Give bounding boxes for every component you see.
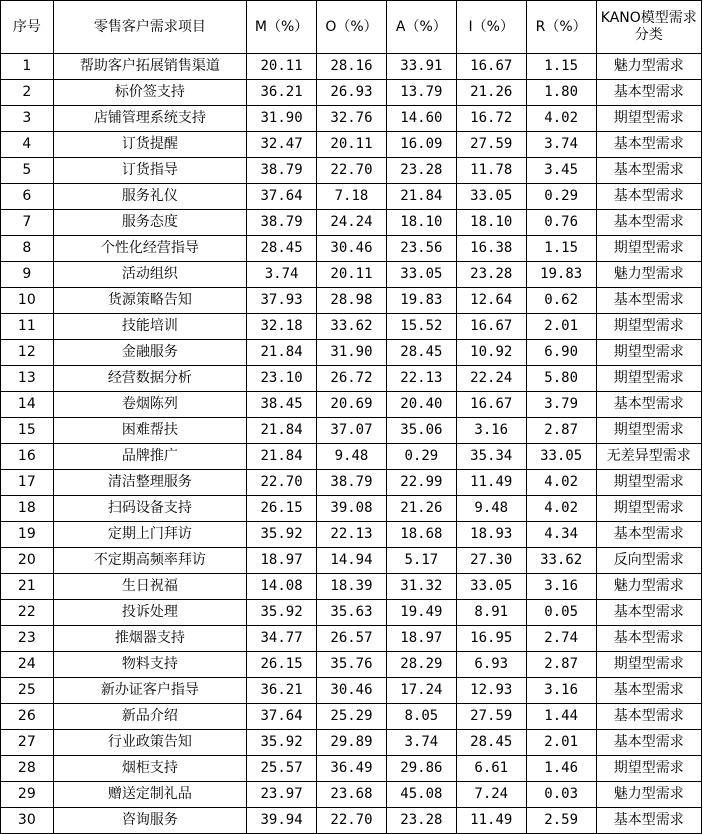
cell-kano: 基本型需求 [596,678,701,704]
header-a: A（%） [386,1,456,54]
cell-r: 4.02 [526,106,596,132]
cell-index: 21 [1,574,54,600]
table-row [1,106,702,132]
cell-item: 标价签支持 [53,80,246,106]
cell-kano: 魅力型需求 [596,54,701,80]
table-row [1,496,702,522]
cell-item: 经营数据分析 [53,366,246,392]
header-kano-line2: 分类 [634,27,663,43]
cell-a: 17.24 [386,678,456,704]
cell-a: 21.26 [386,496,456,522]
cell-index: 11 [1,314,54,340]
cell-item: 品牌推广 [53,444,246,470]
cell-o: 35.63 [317,600,387,626]
cell-m: 26.15 [247,496,317,522]
cell-r: 19.83 [526,262,596,288]
cell-i: 23.28 [456,262,526,288]
header-r: R（%） [526,1,596,54]
cell-kano: 魅力型需求 [596,574,701,600]
cell-a: 28.29 [386,652,456,678]
table-row [1,704,702,730]
table-row [1,54,702,80]
cell-a: 45.08 [386,782,456,808]
cell-o: 30.46 [317,236,387,262]
cell-item: 店铺管理系统支持 [53,106,246,132]
cell-kano: 基本型需求 [596,210,701,236]
cell-kano: 期望型需求 [596,340,701,366]
cell-index: 1 [1,54,54,80]
cell-o: 23.68 [317,782,387,808]
cell-r: 2.87 [526,418,596,444]
cell-kano: 期望型需求 [596,106,701,132]
table-row [1,756,702,782]
header-m: M（%） [247,1,317,54]
cell-item: 帮助客户拓展销售渠道 [53,54,246,80]
cell-a: 14.60 [386,106,456,132]
cell-a: 5.17 [386,548,456,574]
cell-index: 26 [1,704,54,730]
cell-a: 19.49 [386,600,456,626]
cell-m: 35.92 [247,600,317,626]
cell-r: 0.05 [526,600,596,626]
cell-m: 23.10 [247,366,317,392]
cell-kano: 反向型需求 [596,548,701,574]
cell-m: 28.45 [247,236,317,262]
table-row [1,600,702,626]
cell-item: 投诉处理 [53,600,246,626]
table-row [1,210,702,236]
cell-kano: 基本型需求 [596,626,701,652]
cell-index: 14 [1,392,54,418]
table-row [1,184,702,210]
cell-i: 33.05 [456,574,526,600]
cell-kano: 期望型需求 [596,418,701,444]
cell-a: 35.06 [386,418,456,444]
cell-i: 16.67 [456,54,526,80]
cell-item: 困难帮扶 [53,418,246,444]
cell-o: 7.18 [317,184,387,210]
cell-kano: 基本型需求 [596,184,701,210]
cell-item: 赠送定制礼品 [53,782,246,808]
cell-item: 物料支持 [53,652,246,678]
cell-item: 生日祝福 [53,574,246,600]
cell-r: 2.01 [526,730,596,756]
cell-index: 29 [1,782,54,808]
table-row [1,80,702,106]
cell-r: 3.79 [526,392,596,418]
cell-kano: 基本型需求 [596,600,701,626]
cell-m: 39.94 [247,808,317,834]
cell-i: 16.67 [456,392,526,418]
cell-i: 9.48 [456,496,526,522]
cell-item: 个性化经营指导 [53,236,246,262]
cell-kano: 期望型需求 [596,496,701,522]
cell-index: 16 [1,444,54,470]
cell-m: 36.21 [247,678,317,704]
cell-r: 3.16 [526,574,596,600]
cell-r: 33.05 [526,444,596,470]
cell-a: 18.10 [386,210,456,236]
cell-m: 38.79 [247,210,317,236]
cell-kano: 期望型需求 [596,366,701,392]
table-row [1,522,702,548]
cell-index: 30 [1,808,54,834]
cell-item: 咨询服务 [53,808,246,834]
cell-index: 10 [1,288,54,314]
cell-a: 0.29 [386,444,456,470]
header-index: 序号 [1,1,54,54]
cell-index: 19 [1,522,54,548]
cell-kano: 魅力型需求 [596,262,701,288]
cell-item: 新办证客户指导 [53,678,246,704]
cell-o: 18.39 [317,574,387,600]
cell-o: 35.76 [317,652,387,678]
cell-item: 活动组织 [53,262,246,288]
cell-i: 3.16 [456,418,526,444]
cell-o: 37.07 [317,418,387,444]
cell-r: 1.44 [526,704,596,730]
cell-a: 13.79 [386,80,456,106]
cell-i: 27.59 [456,132,526,158]
cell-index: 4 [1,132,54,158]
cell-i: 27.30 [456,548,526,574]
cell-index: 20 [1,548,54,574]
cell-i: 16.95 [456,626,526,652]
cell-o: 26.93 [317,80,387,106]
cell-m: 34.77 [247,626,317,652]
cell-r: 0.29 [526,184,596,210]
cell-i: 11.49 [456,808,526,834]
cell-a: 20.40 [386,392,456,418]
table-row [1,340,702,366]
cell-o: 25.29 [317,704,387,730]
cell-o: 31.90 [317,340,387,366]
cell-o: 33.62 [317,314,387,340]
cell-r: 0.62 [526,288,596,314]
cell-m: 21.84 [247,418,317,444]
table-row [1,444,702,470]
cell-a: 22.13 [386,366,456,392]
cell-r: 4.34 [526,522,596,548]
cell-item: 行业政策告知 [53,730,246,756]
cell-r: 1.15 [526,236,596,262]
cell-kano: 基本型需求 [596,808,701,834]
cell-i: 18.10 [456,210,526,236]
cell-i: 35.34 [456,444,526,470]
table-body [1,54,702,834]
cell-r: 0.76 [526,210,596,236]
cell-m: 38.45 [247,392,317,418]
cell-a: 31.32 [386,574,456,600]
cell-item: 技能培训 [53,314,246,340]
cell-o: 22.70 [317,808,387,834]
table-row [1,782,702,808]
cell-o: 38.79 [317,470,387,496]
cell-item: 服务礼仪 [53,184,246,210]
table-row [1,366,702,392]
cell-item: 服务态度 [53,210,246,236]
cell-m: 32.18 [247,314,317,340]
cell-r: 3.45 [526,158,596,184]
cell-kano: 期望型需求 [596,236,701,262]
cell-o: 24.24 [317,210,387,236]
cell-o: 39.08 [317,496,387,522]
cell-item: 订货指导 [53,158,246,184]
cell-index: 23 [1,626,54,652]
cell-i: 12.64 [456,288,526,314]
cell-index: 22 [1,600,54,626]
cell-o: 22.13 [317,522,387,548]
cell-m: 38.79 [247,158,317,184]
cell-i: 28.45 [456,730,526,756]
cell-index: 7 [1,210,54,236]
cell-i: 16.67 [456,314,526,340]
cell-a: 18.97 [386,626,456,652]
cell-i: 21.26 [456,80,526,106]
cell-r: 1.80 [526,80,596,106]
cell-m: 36.21 [247,80,317,106]
cell-index: 17 [1,470,54,496]
cell-a: 23.56 [386,236,456,262]
cell-a: 19.83 [386,288,456,314]
cell-r: 3.16 [526,678,596,704]
cell-a: 21.84 [386,184,456,210]
cell-m: 14.08 [247,574,317,600]
cell-o: 14.94 [317,548,387,574]
cell-r: 2.74 [526,626,596,652]
cell-m: 31.90 [247,106,317,132]
cell-o: 26.72 [317,366,387,392]
cell-a: 8.05 [386,704,456,730]
cell-m: 21.84 [247,340,317,366]
cell-o: 28.16 [317,54,387,80]
cell-index: 24 [1,652,54,678]
cell-index: 3 [1,106,54,132]
cell-o: 32.76 [317,106,387,132]
header-row [1,1,702,54]
header-i: I（%） [456,1,526,54]
cell-item: 推烟器支持 [53,626,246,652]
header-kano-line1: KANO模型需求 [600,10,697,26]
cell-kano: 期望型需求 [596,470,701,496]
cell-kano: 基本型需求 [596,392,701,418]
cell-item: 货源策略告知 [53,288,246,314]
cell-i: 10.92 [456,340,526,366]
cell-m: 35.92 [247,730,317,756]
table-row [1,470,702,496]
cell-item: 订货提醒 [53,132,246,158]
cell-i: 16.72 [456,106,526,132]
cell-item: 定期上门拜访 [53,522,246,548]
cell-r: 3.74 [526,132,596,158]
cell-item: 烟柜支持 [53,756,246,782]
cell-a: 18.68 [386,522,456,548]
cell-i: 8.91 [456,600,526,626]
cell-kano: 基本型需求 [596,522,701,548]
cell-o: 20.11 [317,132,387,158]
cell-i: 22.24 [456,366,526,392]
cell-kano: 基本型需求 [596,132,701,158]
cell-a: 29.86 [386,756,456,782]
cell-a: 28.45 [386,340,456,366]
cell-m: 25.57 [247,756,317,782]
cell-o: 20.11 [317,262,387,288]
cell-m: 35.92 [247,522,317,548]
cell-r: 6.90 [526,340,596,366]
cell-i: 27.59 [456,704,526,730]
cell-i: 11.49 [456,470,526,496]
cell-r: 4.02 [526,470,596,496]
cell-kano: 期望型需求 [596,756,701,782]
cell-o: 22.70 [317,158,387,184]
cell-m: 20.11 [247,54,317,80]
cell-kano: 魅力型需求 [596,782,701,808]
cell-m: 32.47 [247,132,317,158]
cell-i: 12.93 [456,678,526,704]
cell-index: 13 [1,366,54,392]
cell-a: 33.05 [386,262,456,288]
cell-item: 扫码设备支持 [53,496,246,522]
cell-kano: 基本型需求 [596,288,701,314]
table-row [1,132,702,158]
table-row [1,730,702,756]
cell-o: 36.49 [317,756,387,782]
cell-index: 6 [1,184,54,210]
cell-r: 2.01 [526,314,596,340]
cell-i: 6.61 [456,756,526,782]
cell-o: 28.98 [317,288,387,314]
cell-o: 26.57 [317,626,387,652]
cell-m: 26.15 [247,652,317,678]
cell-index: 9 [1,262,54,288]
cell-item: 金融服务 [53,340,246,366]
cell-index: 15 [1,418,54,444]
table-row [1,626,702,652]
cell-m: 22.70 [247,470,317,496]
header-o: O（%） [317,1,387,54]
cell-kano: 基本型需求 [596,730,701,756]
cell-item: 清洁整理服务 [53,470,246,496]
table-row [1,574,702,600]
table-row [1,262,702,288]
cell-a: 33.91 [386,54,456,80]
cell-i: 7.24 [456,782,526,808]
cell-index: 25 [1,678,54,704]
cell-m: 3.74 [247,262,317,288]
cell-r: 2.59 [526,808,596,834]
table-row [1,236,702,262]
cell-a: 3.74 [386,730,456,756]
cell-index: 8 [1,236,54,262]
cell-i: 6.93 [456,652,526,678]
cell-m: 37.64 [247,704,317,730]
cell-m: 23.97 [247,782,317,808]
cell-index: 27 [1,730,54,756]
cell-a: 23.28 [386,158,456,184]
cell-r: 2.87 [526,652,596,678]
cell-r: 1.46 [526,756,596,782]
table-row [1,418,702,444]
cell-r: 1.15 [526,54,596,80]
table-row [1,288,702,314]
cell-index: 18 [1,496,54,522]
cell-i: 16.38 [456,236,526,262]
cell-o: 9.48 [317,444,387,470]
cell-index: 28 [1,756,54,782]
table-row [1,652,702,678]
cell-i: 11.78 [456,158,526,184]
table-row [1,392,702,418]
table-row [1,678,702,704]
cell-i: 33.05 [456,184,526,210]
cell-kano: 期望型需求 [596,652,701,678]
cell-index: 5 [1,158,54,184]
cell-m: 21.84 [247,444,317,470]
cell-index: 2 [1,80,54,106]
cell-o: 30.46 [317,678,387,704]
cell-index: 12 [1,340,54,366]
table-row [1,548,702,574]
cell-r: 4.02 [526,496,596,522]
cell-r: 0.03 [526,782,596,808]
cell-kano: 基本型需求 [596,704,701,730]
cell-a: 15.52 [386,314,456,340]
table-row [1,314,702,340]
table-row [1,158,702,184]
cell-o: 20.69 [317,392,387,418]
cell-r: 33.62 [526,548,596,574]
cell-kano: 基本型需求 [596,80,701,106]
header-kano [596,1,701,54]
cell-item: 不定期高频率拜访 [53,548,246,574]
table-row [1,808,702,834]
cell-item: 新品介绍 [53,704,246,730]
cell-a: 16.09 [386,132,456,158]
cell-m: 37.93 [247,288,317,314]
cell-r: 5.80 [526,366,596,392]
cell-m: 37.64 [247,184,317,210]
cell-kano: 基本型需求 [596,158,701,184]
cell-i: 18.93 [456,522,526,548]
cell-kano: 无差异型需求 [596,444,701,470]
cell-item: 卷烟陈列 [53,392,246,418]
cell-a: 23.28 [386,808,456,834]
cell-kano: 期望型需求 [596,314,701,340]
cell-a: 22.99 [386,470,456,496]
cell-m: 18.97 [247,548,317,574]
cell-o: 29.89 [317,730,387,756]
header-item: 零售客户需求项目 [53,1,246,54]
